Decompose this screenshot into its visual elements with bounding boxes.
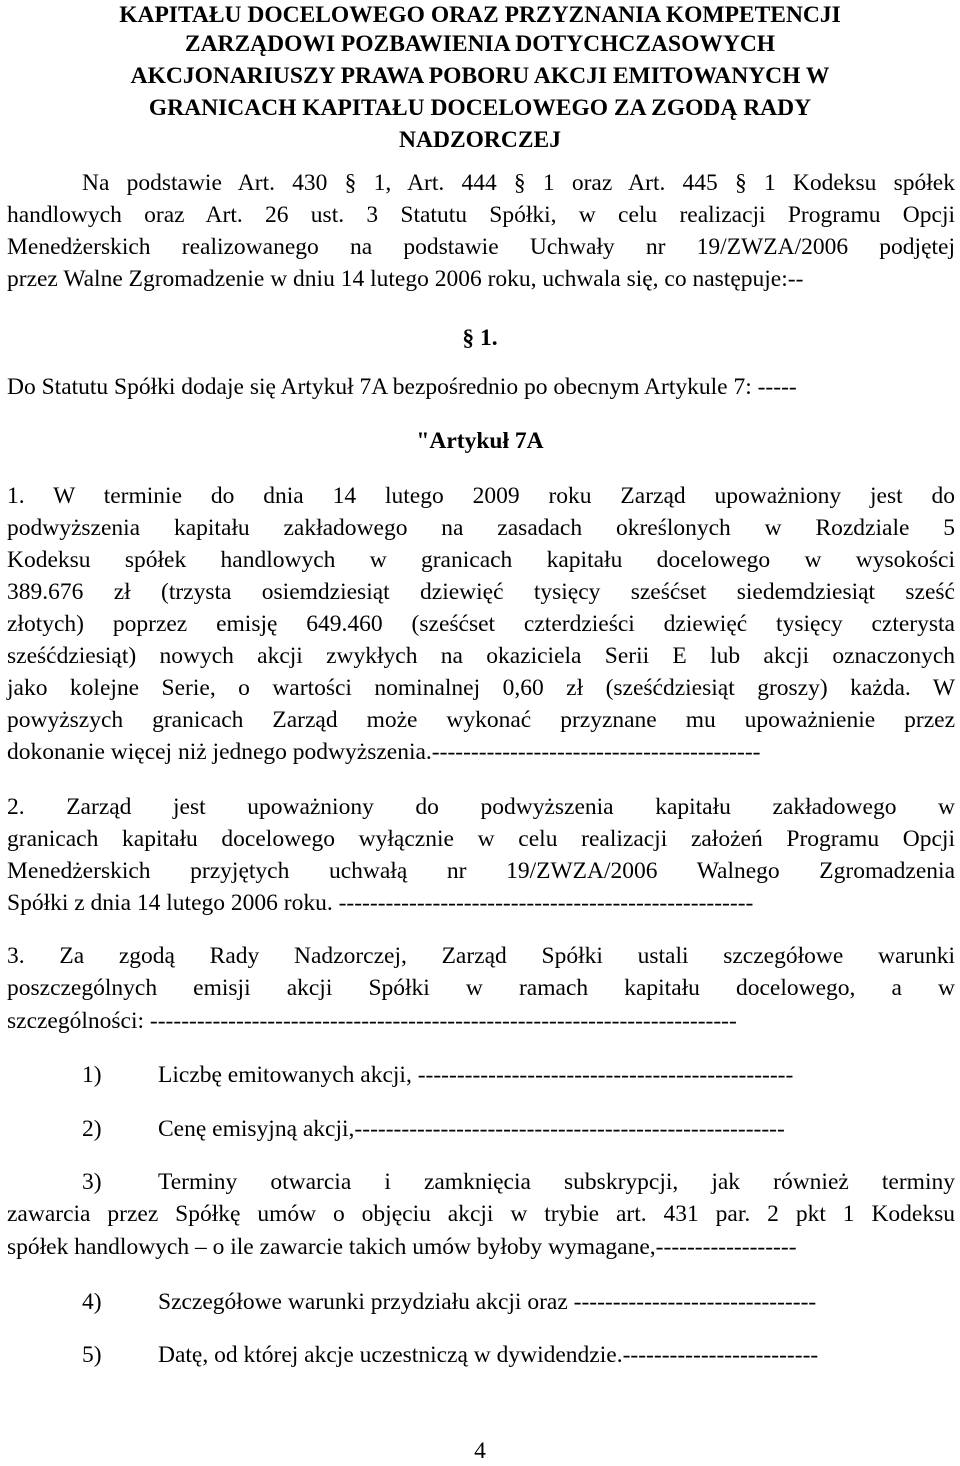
item-1-text: Liczbę emitowanych akcji, ------------------------------------------------: [158, 1062, 794, 1088]
para1-line-8: powyższych granicach Zarząd może wykonać przyznane mu upoważnienie przez: [7, 707, 955, 733]
para2-line-2: granicach kapitału docelowego wyłącznie w celu realizacji założeń Programu Opcji: [7, 826, 955, 852]
preamble-line-3: Menedżerskich realizowanego na podstawie Uchwały nr 19/ZWZA/2006 podjętej: [7, 234, 955, 260]
item-3-number: 3): [82, 1169, 102, 1195]
para1-line-9: dokonanie więcej niż jednego podwyższenia.------------------------------------------: [7, 739, 761, 765]
item-3-cont-line-2: spółek handlowych – o ile zawarcie takich umów byłoby wymagane,------------------: [7, 1234, 797, 1260]
item-2-text: Cenę emisyjną akcji,-------------------------------------------------------: [158, 1116, 785, 1142]
item-3-text: Terminy otwarcia i zamknięcia subskrypcji, jak również terminy: [158, 1169, 955, 1195]
item-4-text: Szczegółowe warunki przydziału akcji oraz -------------------------------: [158, 1289, 817, 1315]
preamble-line-2: handlowych oraz Art. 26 ust. 3 Statutu Spółki, w celu realizacji Programu Opcji: [7, 202, 955, 228]
para1-line-4: 389.676 zł (trzysta osiemdziesiąt dziewięć tysięcy sześćset siedemdziesiąt sześć: [7, 579, 955, 605]
para2-line-1: 2. Zarząd jest upoważniony do podwyższenia kapitału zakładowego w: [7, 794, 955, 820]
item-4-number: 4): [82, 1289, 102, 1315]
para1-line-5: złotych) poprzez emisję 649.460 (sześćset czterdzieści dziewięć tysięcy czterysta: [7, 611, 955, 637]
item-2-number: 2): [82, 1116, 102, 1142]
section-text: Do Statutu Spółki dodaje się Artykuł 7A bezpośrednio po obecnym Artykule 7: -----: [7, 374, 797, 400]
heading-line-1: KAPITAŁU DOCELOWEGO ORAZ PRZYZNANIA KOMPETENCJI: [119, 2, 841, 28]
heading-line-4: GRANICACH KAPITAŁU DOCELOWEGO ZA ZGODĄ RADY: [148, 95, 812, 121]
preamble-line-4: przez Walne Zgromadzenie w dniu 14 lutego 2006 roku, uchwala się, co następuje:--: [7, 266, 804, 292]
para1-line-3: Kodeksu spółek handlowych w granicach kapitału docelowego w wysokości: [7, 547, 955, 573]
article-title: "Artykuł 7A: [416, 428, 544, 454]
item-5-text: Datę, od której akcje uczestniczą w dywidendzie.-------------------------: [158, 1342, 819, 1368]
para1-line-1: 1. W terminie do dnia 14 lutego 2009 roku Zarząd upoważniony jest do: [7, 483, 955, 509]
section-mark: § 1.: [462, 325, 498, 351]
para1-line-2: podwyższenia kapitału zakładowego na zasadach określonych w Rozdziale 5: [7, 515, 955, 541]
heading-line-5: NADZORCZEJ: [399, 127, 561, 153]
page-number: 4: [474, 1438, 486, 1464]
para2-line-3: Menedżerskich przyjętych uchwałą nr 19/ZWZA/2006 Walnego Zgromadzenia: [7, 858, 955, 884]
para1-line-6: sześćdziesiąt) nowych akcji zwykłych na okaziciela Serii E lub akcji oznaczonych: [7, 643, 955, 669]
para2-line-4: Spółki z dnia 14 lutego 2006 roku. -----------------------------------------------------: [7, 890, 754, 916]
para3-line-1: 3. Za zgodą Rady Nadzorczej, Zarząd Spółki ustali szczegółowe warunki: [7, 943, 955, 969]
para3-line-3: szczególności: ---------------------------------------------------------------------------: [7, 1008, 737, 1034]
heading-line-3: AKCJONARIUSZY PRAWA POBORU AKCJI EMITOWANYCH W: [130, 63, 830, 89]
item-1-number: 1): [82, 1062, 102, 1088]
heading-line-2: ZARZĄDOWI POZBAWIENIA DOTYCHCZASOWYCH: [184, 31, 776, 57]
item-5-number: 5): [82, 1342, 102, 1368]
para3-line-2: poszczególnych emisji akcji Spółki w ramach kapitału docelowego, a w: [7, 975, 955, 1001]
item-3-cont-line-1: zawarcia przez Spółkę umów o objęciu akcji w trybie art. 431 par. 2 pkt 1 Kodeksu: [7, 1201, 955, 1227]
preamble-line-1: Na podstawie Art. 430 § 1, Art. 444 § 1 oraz Art. 445 § 1 Kodeksu spółek: [82, 170, 955, 196]
para1-line-7: jako kolejne Serie, o wartości nominalnej 0,60 zł (sześćdziesiąt groszy) każda. W: [7, 675, 955, 701]
